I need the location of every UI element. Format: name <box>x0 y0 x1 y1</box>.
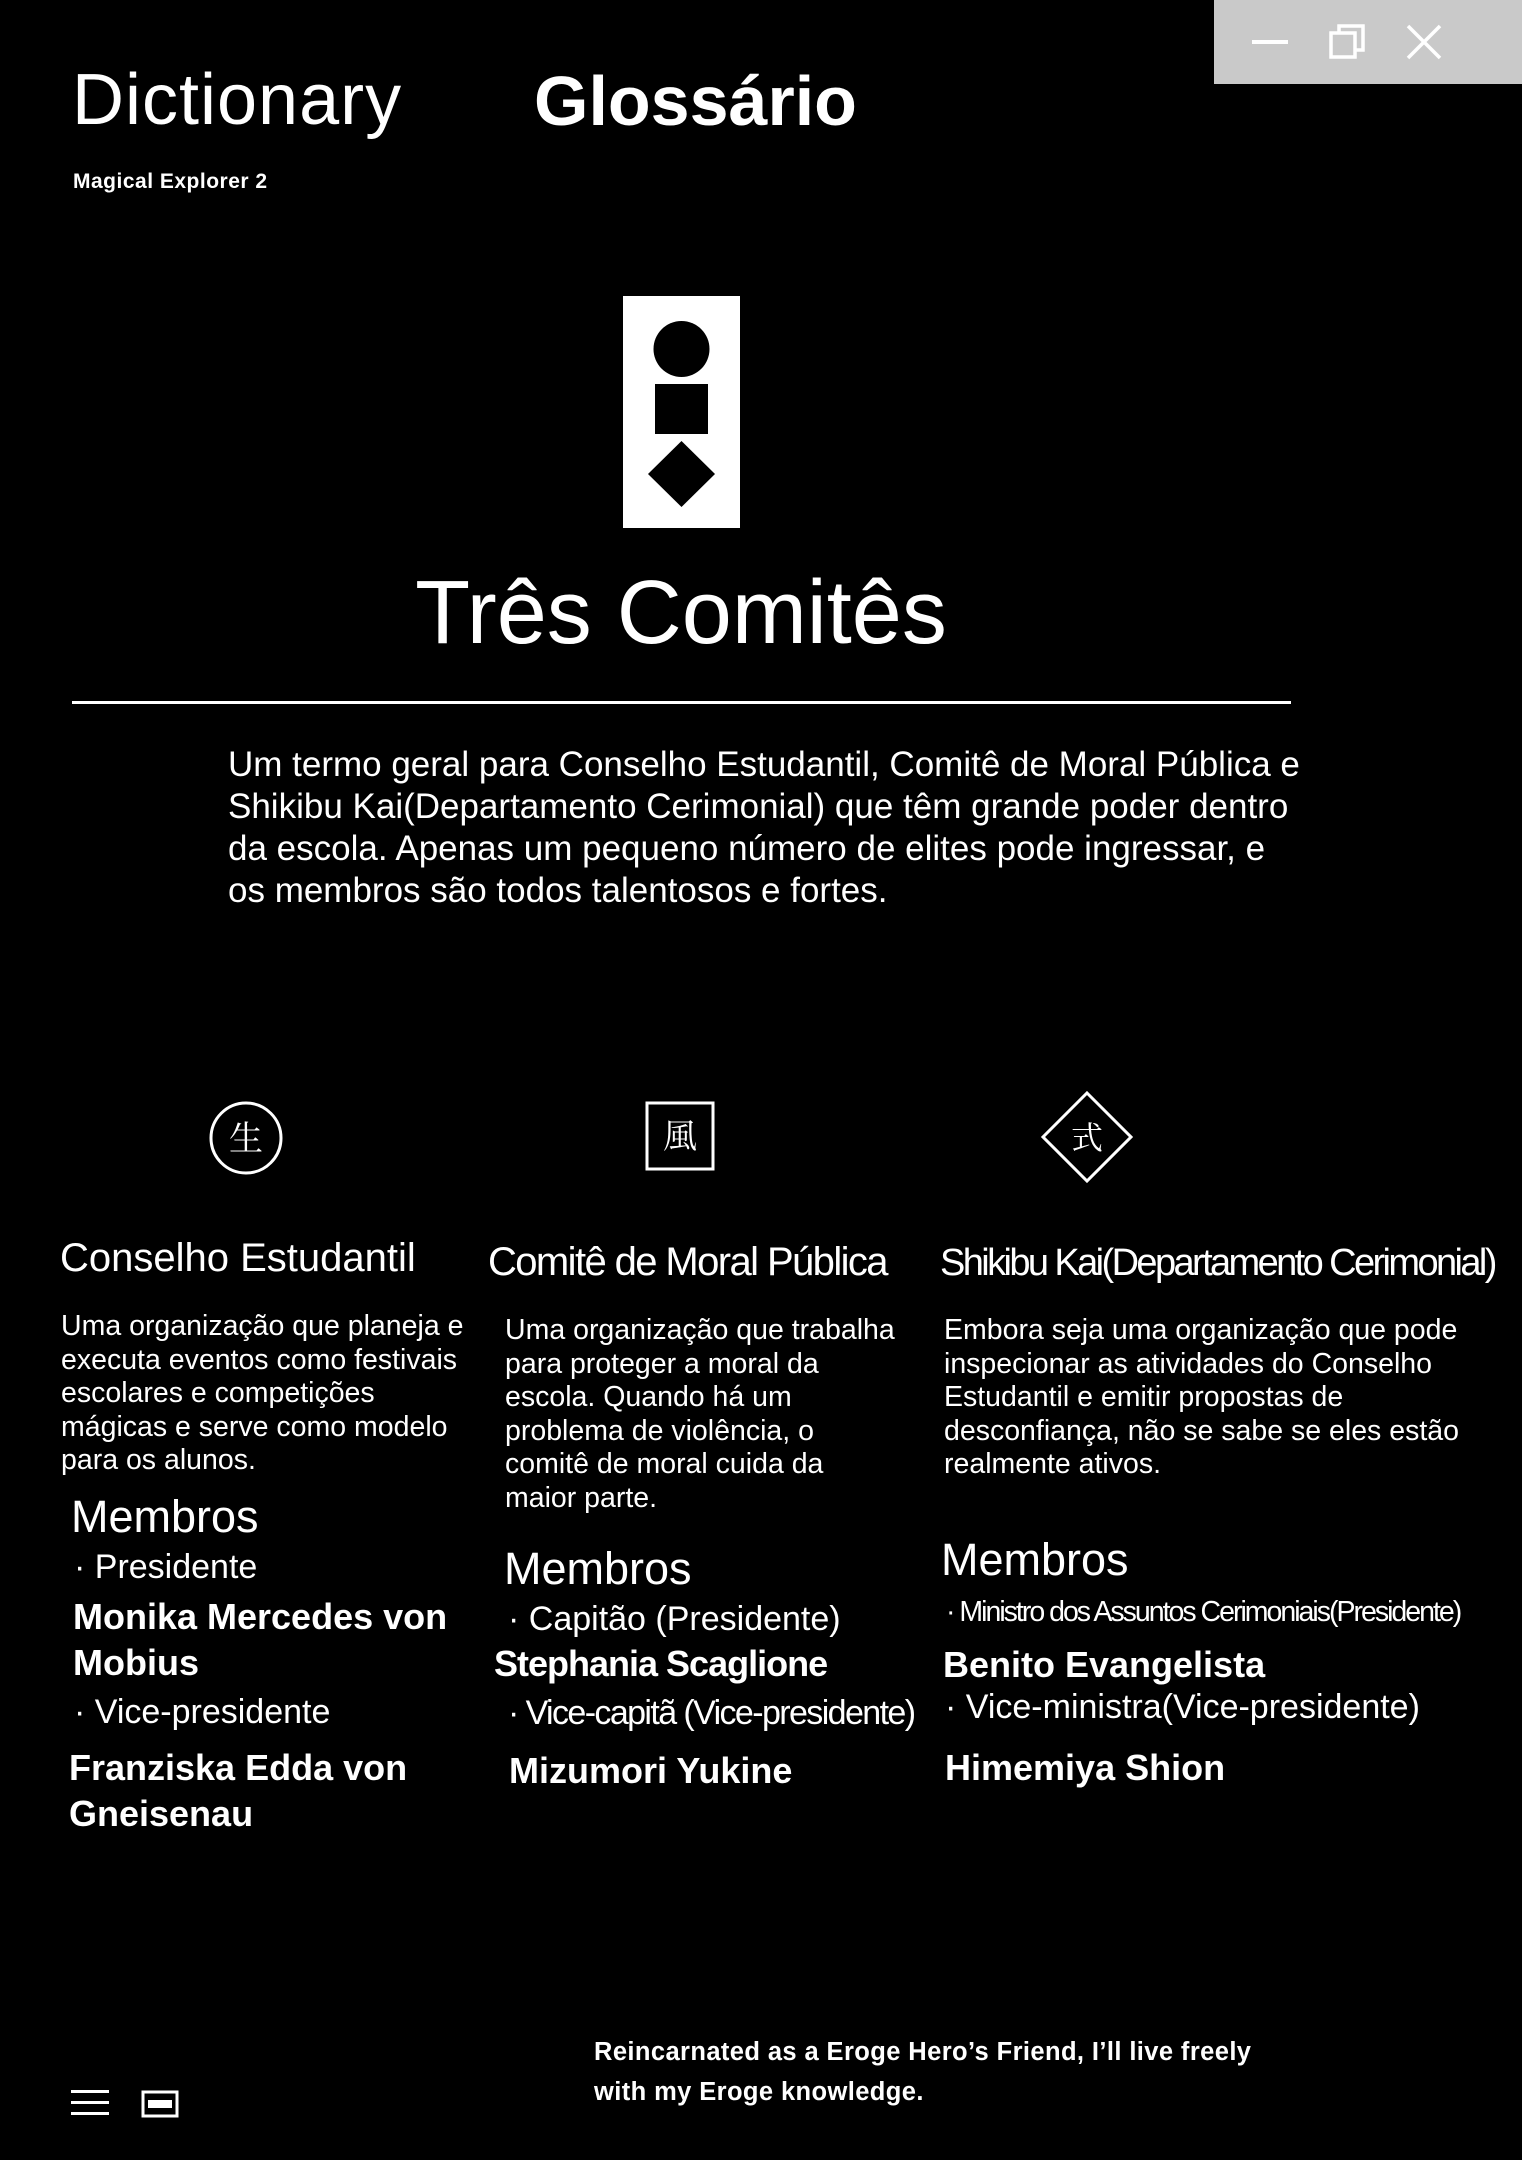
members-heading: Membros <box>71 1491 259 1542</box>
members-heading: Membros <box>941 1534 1129 1585</box>
restore-button[interactable] <box>1310 0 1386 84</box>
member-name: Stephania Scaglione <box>494 1643 828 1684</box>
circle-kanji-glyph: 生 <box>229 1119 263 1159</box>
circle-kanji-icon <box>206 1098 286 1178</box>
credit-line: Reincarnated as a Eroge Hero’s Friend, I’ll live freely <box>594 2038 1252 2066</box>
committee-description: Uma organização que trabalha para proteger a moral da escola. Quando há um problema de violência, o comitê de moral cuida da maior parte. <box>505 1314 895 1514</box>
committee-title-shikibu: Shikibu Kai(Departamento Cerimonial) <box>940 1242 1495 1284</box>
hamburger-menu-icon[interactable] <box>70 2088 110 2118</box>
committee-description: Uma organização que planeja e executa eventos como festivais escolares e competições mágicas e serve como modelo para os alunos. <box>61 1310 464 1476</box>
square-kanji-icon <box>640 1096 720 1176</box>
member-name: Mizumori Yukine <box>509 1750 793 1791</box>
member-name: Franziska Edda von Gneisenau <box>69 1747 408 1834</box>
minimize-icon <box>1248 20 1292 64</box>
member-role: · Vice-presidente <box>74 1693 331 1731</box>
committee-title-moral: Comitê de Moral Pública <box>488 1240 887 1284</box>
window-mode-icon[interactable] <box>141 2090 179 2118</box>
window-controls <box>1214 0 1522 84</box>
close-icon <box>1402 20 1446 64</box>
diamond-kanji-glyph: 式 <box>1070 1119 1104 1157</box>
divider <box>72 701 1291 704</box>
committee-title-conselho: Conselho Estudantil <box>60 1236 416 1280</box>
members-heading: Membros <box>504 1543 692 1594</box>
square-kanji-glyph: 風 <box>663 1117 697 1157</box>
restore-icon <box>1326 20 1370 64</box>
diamond-kanji-icon <box>1040 1090 1134 1184</box>
app-title: Dictionary <box>72 60 403 140</box>
entry-description: Um termo geral para Conselho Estudantil, Comitê de Moral Pública e Shikibu Kai(Departamento Cerimonial) que têm grande poder dentro da escola. Apenas um pequeno número de elites pode ingressar, e os membros são todos talentosos e fortes. <box>228 745 1300 910</box>
member-name: Benito Evangelista <box>943 1644 1266 1685</box>
credit-text <box>594 2032 1251 2112</box>
app-subtitle: Magical Explorer 2 <box>73 170 268 193</box>
member-name: Himemiya Shion <box>945 1747 1226 1788</box>
member-role: · Capitão (Presidente) <box>508 1600 841 1638</box>
member-name: Monika Mercedes von Mobius <box>73 1596 448 1683</box>
entry-title: Três Comitês <box>415 563 947 663</box>
close-button[interactable] <box>1386 0 1462 84</box>
credit-line: with my Eroge knowledge. <box>594 2078 924 2106</box>
minimize-button[interactable] <box>1232 0 1308 84</box>
emblem-icon <box>623 296 740 528</box>
section-title: Glossário <box>534 62 857 140</box>
member-role: · Vice-ministra(Vice-presidente) <box>945 1688 1420 1726</box>
committee-description: Embora seja uma organização que pode inspecionar as atividades do Conselho Estudantil e emitir propostas de desconfiança, não se sabe se eles estão realmente ativos. <box>944 1314 1459 1480</box>
member-role: · Ministro dos Assuntos Cerimoniais(Presidente) <box>946 1596 1461 1628</box>
member-role: · Presidente <box>74 1548 258 1586</box>
member-role: · Vice-capitã (Vice-presidente) <box>508 1694 915 1732</box>
